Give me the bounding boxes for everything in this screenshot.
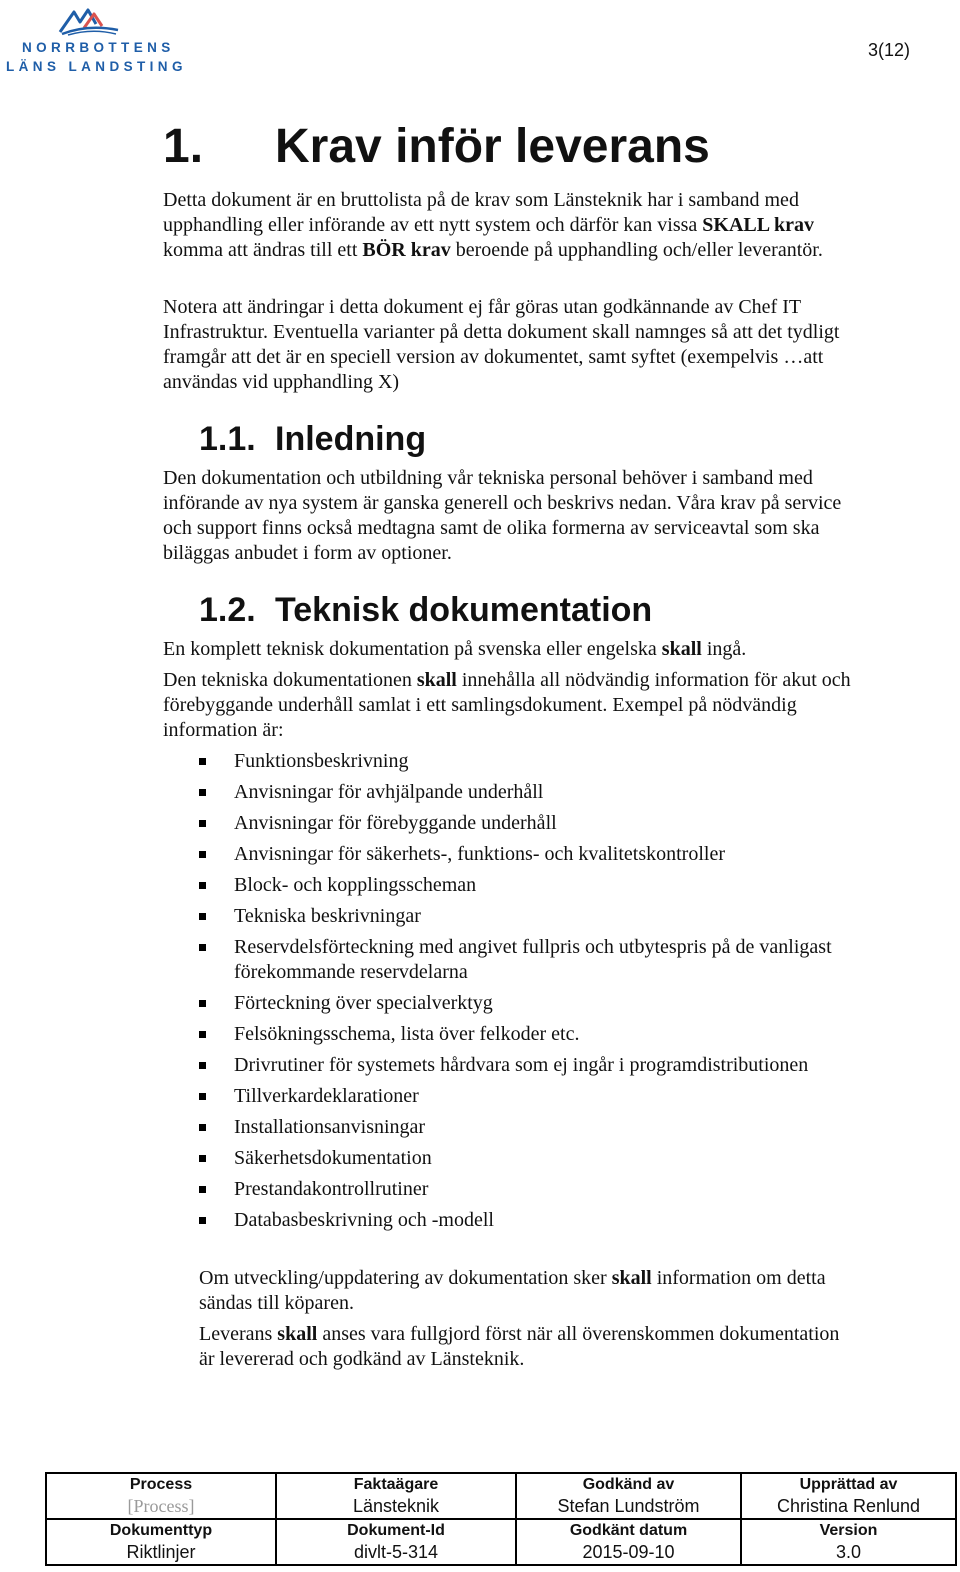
list-item-text: Anvisningar för säkerhets-, funktions- och kvalitetskontroller: [234, 843, 725, 865]
logo-text-line2: LÄNS LANDSTING: [6, 59, 187, 74]
text-run: information om detta sändas till köparen.: [199, 1267, 826, 1314]
text-run: Den tekniska dokumentationen: [163, 669, 417, 691]
text-run: beroende på upphandling och/eller leverantör.: [450, 239, 823, 261]
text-run: anses vara fullgjord först när all överenskommen dokumentation är levererad och godkänd av Länsteknik.: [199, 1323, 840, 1370]
text-run: komma att ändras till ett: [163, 239, 363, 261]
section-title: Teknisk dokumentation: [275, 591, 653, 629]
bullet-square-icon: [199, 1124, 206, 1131]
process-cell: [46, 1473, 276, 1519]
table-row: [46, 1473, 956, 1519]
section-heading-teknisk-dokumentation: [199, 590, 652, 630]
list-item: [199, 749, 839, 774]
intro-paragraph-2: Notera att ändringar i detta dokument ej får göras utan godkännande av Chef IT Infrastruktur. Eventuella varianter på detta dokument skall namnges så att det tydligt framgår att det är en speciell version av dokumentet, samt syftet (exempelvis …att användas vid upphandling X): [163, 296, 840, 393]
owner-cell: [276, 1473, 516, 1519]
bullet-square-icon: [199, 1186, 206, 1193]
list-item-text: Prestandakontrollrutiner: [234, 1178, 429, 1200]
bullet-square-icon: [199, 851, 206, 858]
list-item-text: Anvisningar för förebyggande underhåll: [234, 812, 557, 834]
docid-label: Dokument-Id: [347, 1522, 445, 1539]
text-run: Om utveckling/uppdatering av dokumentation sker: [199, 1267, 612, 1289]
process-label: Process: [129, 1476, 193, 1493]
list-item-text: Förteckning över specialverktyg: [234, 992, 493, 1014]
text-run: Leverans: [199, 1323, 278, 1345]
list-item-text: Installationsanvisningar: [234, 1116, 426, 1138]
version-value: 3.0: [835, 1542, 862, 1562]
approved-by-value: Stefan Lundström: [557, 1496, 700, 1516]
chapter-heading: [163, 118, 710, 176]
list-item-text: Tillverkardeklarationer: [234, 1085, 419, 1107]
list-item: [199, 1177, 839, 1202]
section-heading-inledning: [199, 419, 426, 459]
bullet-square-icon: [199, 1031, 206, 1038]
docid-cell: [276, 1519, 516, 1565]
teknisk-paragraph-1: [163, 637, 853, 662]
bullet-square-icon: [199, 1155, 206, 1162]
doctype-value: Riktlinjer: [126, 1542, 196, 1562]
logo-mark-icon: [58, 6, 120, 36]
organization-logo: [4, 6, 187, 74]
page-number: 3(12): [868, 40, 911, 60]
text-run: ingå.: [701, 638, 747, 660]
bold-term: skall: [611, 1267, 652, 1289]
process-value: [Process]: [127, 1496, 195, 1516]
list-item-text: Säkerhetsdokumentation: [234, 1147, 432, 1169]
logo-text-line1: NORRBOTTENS: [22, 40, 175, 55]
doctype-cell: [46, 1519, 276, 1565]
approved-by-label: Godkänd av: [582, 1476, 675, 1493]
bold-term: BÖR krav: [362, 239, 451, 261]
list-item: [199, 1022, 839, 1047]
version-cell: [741, 1519, 956, 1565]
approved-date-cell: [516, 1519, 741, 1565]
inledning-paragraph: Den dokumentation och utbildning vår tekniska personal behöver i samband med införande av nya system är ganska generell och beskrivs nedan. Våra krav på service och support finns också medtagna samt de olika formerna av serviceavtal som ska biläggas anbudet i form av optioner.: [163, 467, 842, 564]
bullet-square-icon: [199, 944, 206, 951]
text-run: innehålla all nödvändig information för akut och förebyggande underhåll samlat i ett samlingsdokument. Exempel på nödvändig information är:: [163, 669, 851, 741]
chapter-title: Krav inför leverans: [275, 120, 710, 173]
bullet-square-icon: [199, 1062, 206, 1069]
bullet-square-icon: [199, 789, 206, 796]
approved-by-cell: [516, 1473, 741, 1519]
list-item: [199, 1208, 839, 1233]
documentation-requirements-list: [199, 749, 839, 1239]
created-by-label: Upprättad av: [799, 1476, 898, 1493]
chapter-number: 1.: [163, 120, 204, 173]
section-number: 1.1.: [199, 420, 256, 458]
bullet-square-icon: [199, 1000, 206, 1007]
list-item-text: Drivrutiner för systemets hårdvara som ej ingår i programdistributionen: [234, 1054, 809, 1076]
list-item: [199, 873, 839, 898]
teknisk-paragraph-3: [199, 1266, 859, 1316]
list-item-text: Felsökningsschema, lista över felkoder etc.: [234, 1023, 580, 1045]
section-title: Inledning: [275, 420, 427, 458]
list-item: [199, 1146, 839, 1171]
bullet-square-icon: [199, 1217, 206, 1224]
list-item: [199, 842, 839, 867]
bullet-square-icon: [199, 882, 206, 889]
bold-term: skall: [277, 1323, 318, 1345]
list-item: [199, 1053, 839, 1078]
section-number: 1.2.: [199, 591, 256, 629]
owner-value: Länsteknik: [352, 1496, 440, 1516]
list-item-text: Databasbeskrivning och -modell: [234, 1209, 494, 1231]
bold-term: skall: [416, 669, 457, 691]
approved-date-value: 2015-09-10: [582, 1542, 675, 1562]
document-metadata-table: [45, 1472, 957, 1566]
bold-term: SKALL krav: [702, 214, 814, 236]
list-item-text: Funktionsbeskrivning: [234, 750, 409, 772]
list-item: [199, 1084, 839, 1109]
owner-label: Faktaägare: [353, 1476, 439, 1493]
doctype-label: Dokumenttyp: [109, 1522, 213, 1539]
bullet-square-icon: [199, 758, 206, 765]
version-label: Version: [819, 1522, 878, 1539]
text-run: Detta dokument är en bruttolista på de krav som Länsteknik har i samband med upphandling eller införande av ett nytt system och därför kan vissa: [163, 189, 799, 236]
list-item: [199, 991, 839, 1016]
approved-date-label: Godkänt datum: [569, 1522, 688, 1539]
teknisk-paragraph-4: [199, 1322, 859, 1372]
list-item-text: Anvisningar för avhjälpande underhåll: [234, 781, 544, 803]
docid-value: divlt-5-314: [353, 1542, 439, 1562]
list-item-text: Reservdelsförteckning med angivet fullpris och utbytespris på de vanligast förekommande reservdelarna: [234, 936, 832, 983]
teknisk-paragraph-2: [163, 668, 853, 743]
created-by-cell: [741, 1473, 956, 1519]
table-row: [46, 1519, 956, 1565]
list-item: [199, 904, 839, 929]
list-item: [199, 811, 839, 836]
list-item: [199, 1115, 839, 1140]
list-item-text: Block- och kopplingsscheman: [234, 874, 477, 896]
list-item: [199, 935, 839, 985]
created-by-value: Christina Renlund: [776, 1496, 921, 1516]
bullet-square-icon: [199, 913, 206, 920]
bullet-square-icon: [199, 820, 206, 827]
bullet-square-icon: [199, 1093, 206, 1100]
list-item: [199, 780, 839, 805]
bold-term: skall: [661, 638, 702, 660]
intro-paragraph-1: [163, 188, 853, 263]
text-run: En komplett teknisk dokumentation på svenska eller engelska: [163, 638, 662, 660]
list-item-text: Tekniska beskrivningar: [234, 905, 421, 927]
